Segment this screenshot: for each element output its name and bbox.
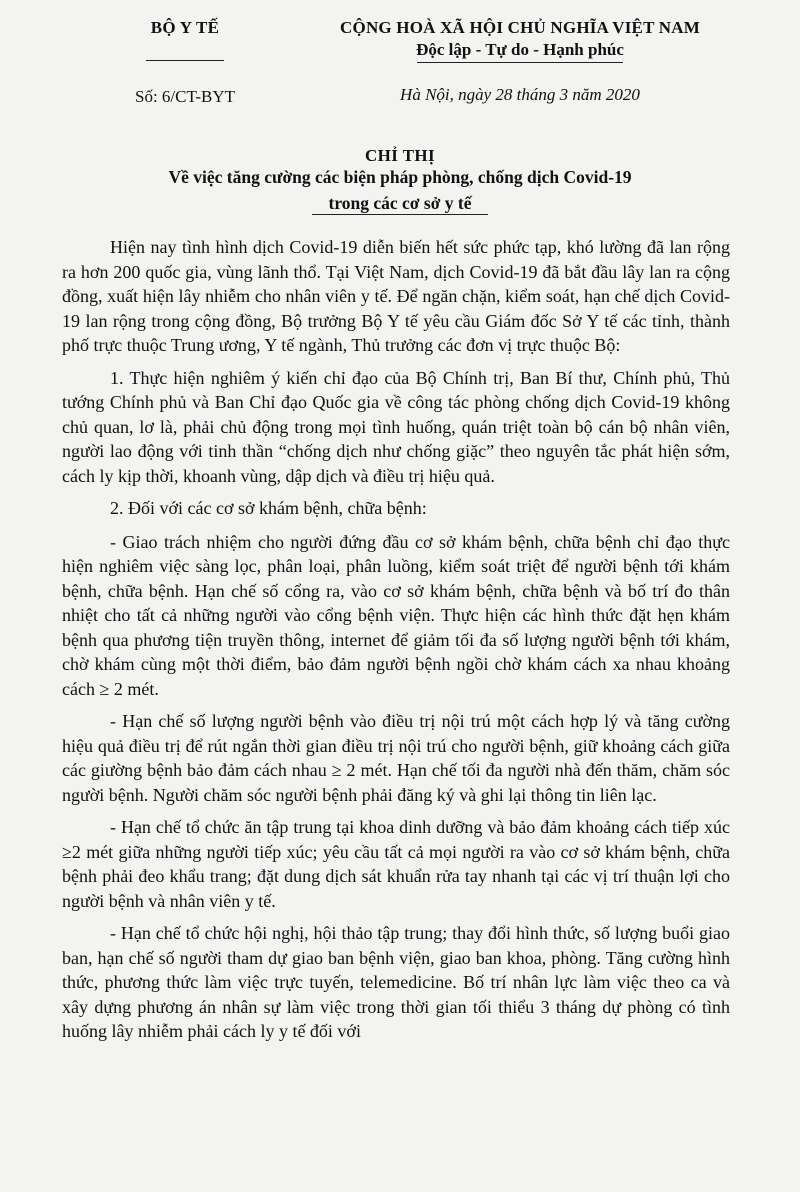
national-title: CỘNG HOÀ XÃ HỘI CHỦ NGHĨA VIỆT NAM — [340, 18, 700, 37]
intro-paragraph: Hiện nay tình hình dịch Covid-19 diễn biến hết sức phức tạp, khó lường đã lan rộng ra hơn 200 quốc gia, vùng lãnh thổ. Tại Việt Nam, dịch Covid-19 đã bắt đầu lây lan ra cộng đồng, xuất hiện lây nhiễm cho nhân viên y tế. Để ngăn chặn, kiểm soát, hạn chế dịch Covid-19 lan rộng trong cộng đồng, Bộ trưởng Bộ Y tế yêu cầu Giám đốc Sở Y tế các tỉnh, thành phố trực thuộc Trung ương, Y tế ngành, Thủ trưởng các đơn vị trực thuộc Bộ: — [62, 237, 730, 355]
document-body — [62, 235, 730, 1052]
directive-bullet: - Hạn chế tổ chức hội nghị, hội thảo tập trung; thay đổi hình thức, số lượng buổi giao ban, hạn chế số người tham dự giao ban bệnh viện, giao ban khoa, phòng. Tăng cường hình thức, phương thức làm việc trực tuyến, telemedicine. Bố trí nhân lực làm việc theo ca và xây dựng phương án nhân sự làm việc trong thời gian tối thiểu 3 tháng dự phòng có tình huống lây nhiễm phải cách ly y tế đối với — [62, 923, 730, 1041]
agency-underline — [146, 60, 224, 61]
national-motto: Độc lập - Tự do - Hạnh phúc — [416, 40, 624, 59]
directive-item-2-heading: 2. Đối với các cơ sở khám bệnh, chữa bệnh: — [110, 498, 427, 518]
directive-bullet: - Hạn chế số lượng người bệnh vào điều trị nội trú một cách hợp lý và tăng cường hiệu quả điều trị để rút ngắn thời gian điều trị nội trú cho người bệnh, giữ khoảng cách giữa các giường bệnh bảo đảm cách nhau ≥ 2 mét. Hạn chế tối đa người nhà đến thăm, chăm sóc người bệnh. Người chăm sóc người bệnh phải đăng ký và ghi lại thông tin liên lạc. — [62, 711, 730, 805]
place-and-date: Hà Nội, ngày 28 tháng 3 năm 2020 — [400, 85, 640, 104]
directive-bullet: - Giao trách nhiệm cho người đứng đầu cơ sở khám bệnh, chữa bệnh chỉ đạo thực hiện nghiêm việc sàng lọc, phân loại, phân luồng, kiểm soát triệt để người bệnh tới khám bệnh, chữa bệnh. Hạn chế số cổng ra, vào cơ sở khám bệnh, chữa bệnh và bố trí đo thân nhiệt cho tất cả những người vào cổng bệnh viện. Thực hiện các hình thức đặt hẹn khám bệnh qua phương tiện truyền thông, internet để giảm tối đa số lượng người bệnh tới khám, chờ khám cùng một thời điểm, bảo đảm người bệnh ngồi chờ khám cách xa nhau khoảng cách ≥ 2 mét. — [62, 531, 730, 699]
national-heading-block — [300, 18, 740, 105]
document-number: Số: 6/CT-BYT — [135, 87, 235, 106]
directive-bullet: - Hạn chế tổ chức ăn tập trung tại khoa dinh dưỡng và bảo đảm khoảng cách tiếp xúc ≥2 mét giữa những người tiếp xúc; yêu cầu tất cả mọi người ra vào cơ sở khám bệnh, chữa bệnh phải đeo khẩu trang; đặt dung dịch sát khuẩn rửa tay nhanh tại các vị trí thuận lợi cho người bệnh và nhân viên y tế. — [62, 817, 730, 911]
subject-line-1: Về việc tăng cường các biện pháp phòng, chống dịch Covid-19 — [168, 167, 632, 187]
directive-item-1: 1. Thực hiện nghiêm ý kiến chỉ đạo của Bộ Chính trị, Ban Bí thư, Chính phủ, Thủ tướng Chính phủ và Ban Chỉ đạo Quốc gia về công tác phòng chống dịch Covid-19 không chủ quan, lơ là, phải chủ động trong mọi tình huống, quán triệt toàn bộ cán bộ nhân viên, người lao động với tinh thần “chống dịch như chống giặc” theo nguyên tắc phát hiện sớm, cách ly kịp thời, khoanh vùng, dập dịch và điều trị hiệu quả. — [62, 367, 730, 486]
issuing-agency-block — [85, 18, 285, 107]
document-type: CHỈ THỊ — [364, 146, 436, 165]
motto-underline — [417, 62, 623, 63]
document-subject — [60, 164, 740, 215]
issuing-agency: BỘ Y TẾ — [150, 18, 220, 37]
subject-line-2: trong các cơ sở y tế — [328, 193, 472, 213]
